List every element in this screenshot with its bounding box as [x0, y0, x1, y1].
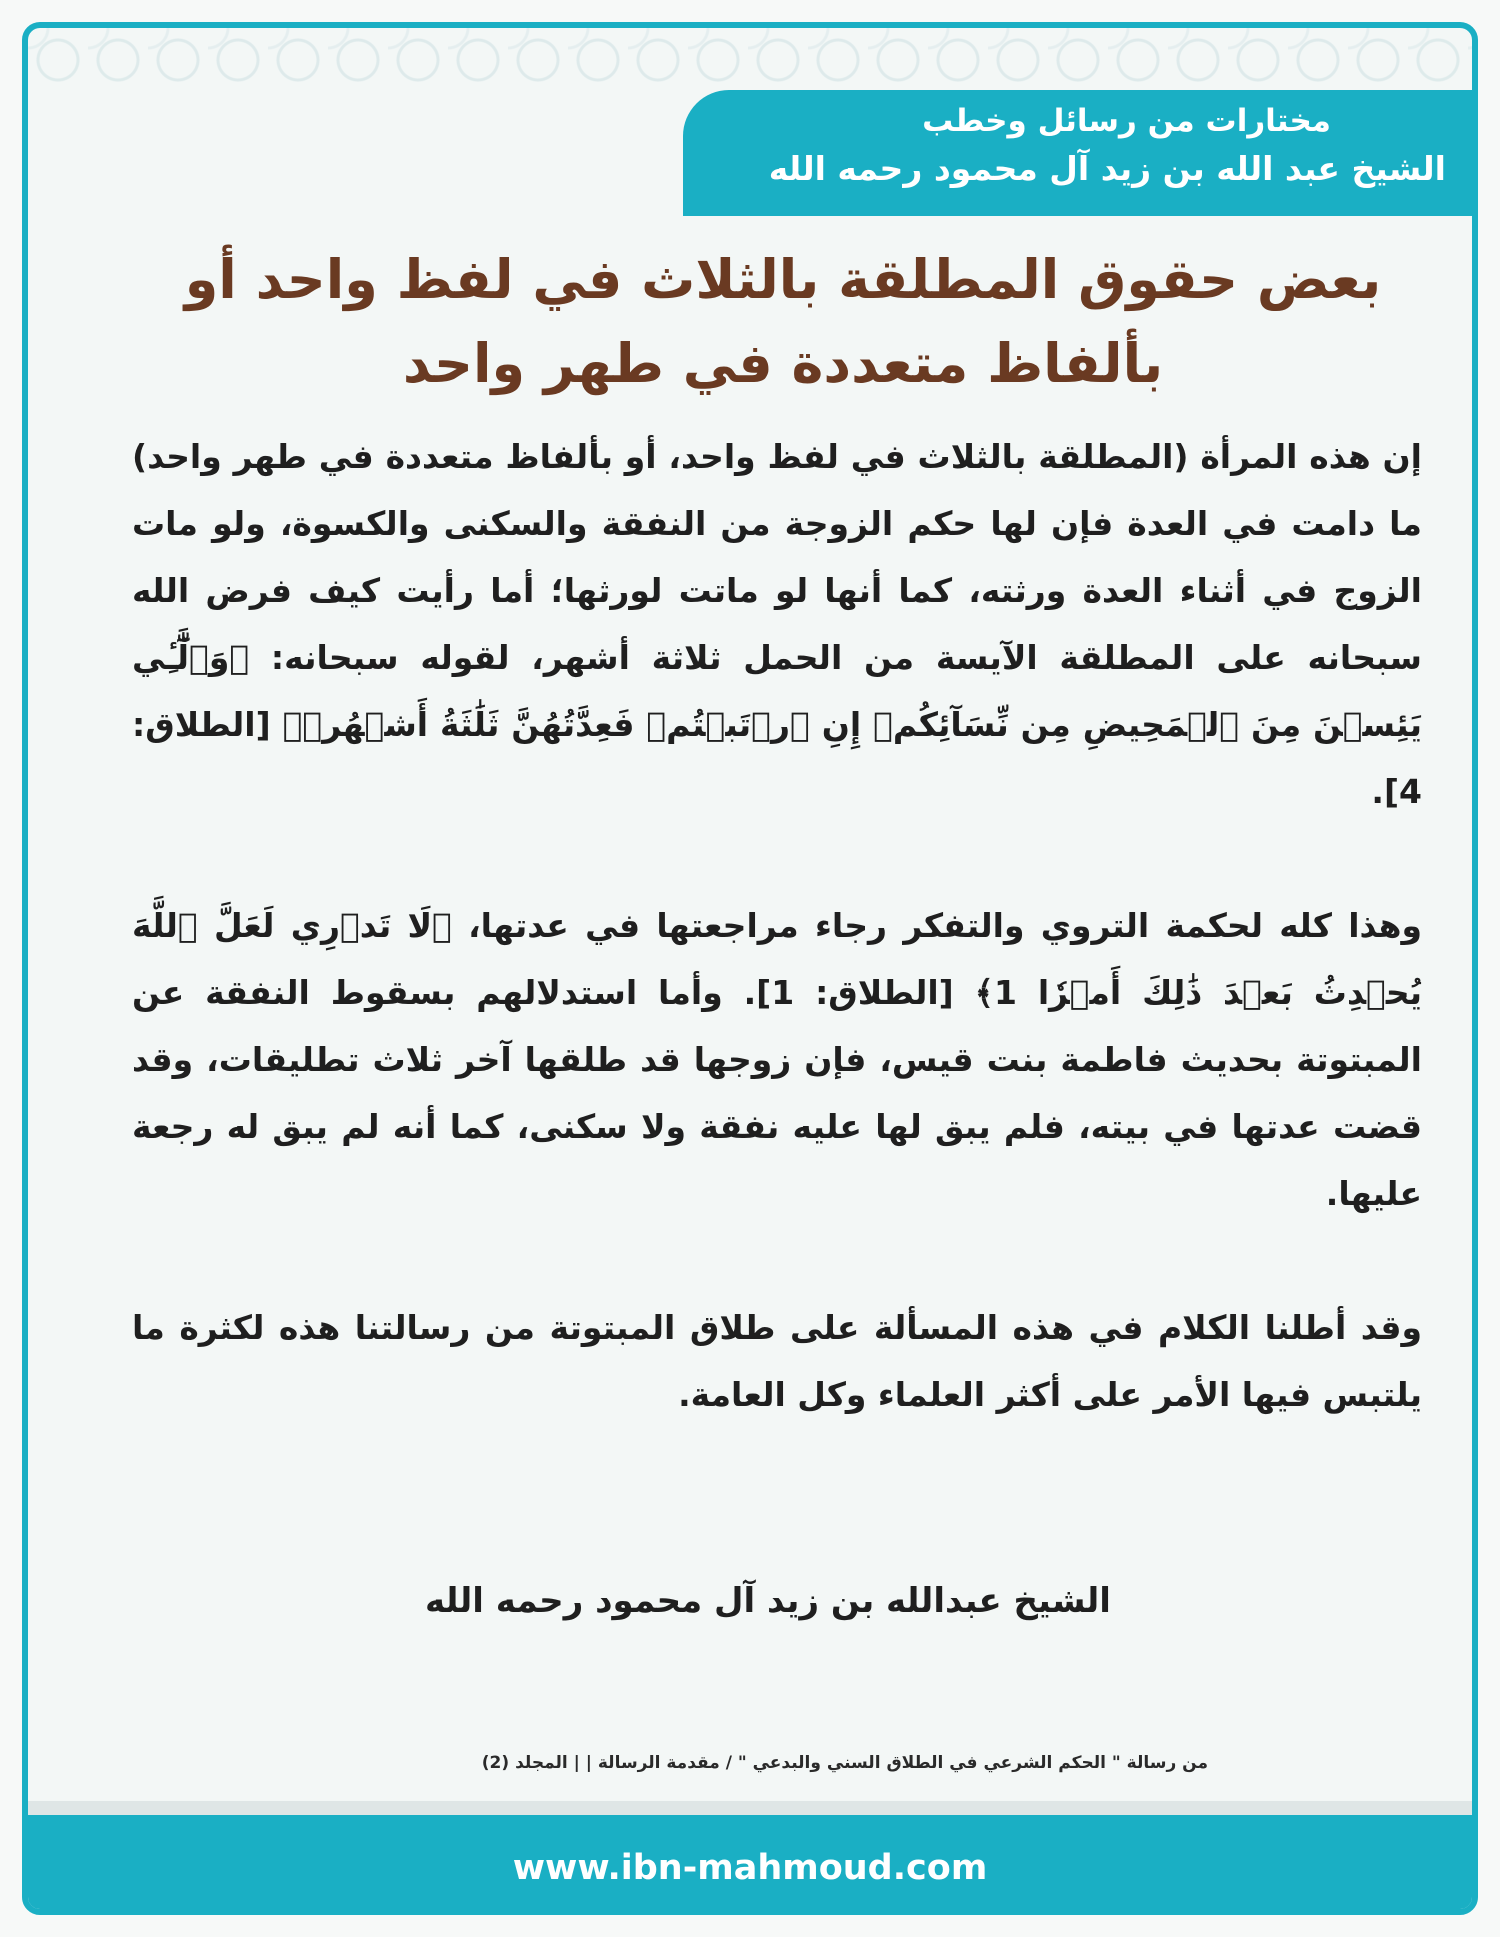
- website-link[interactable]: www.ibn-mahmoud.com: [512, 1848, 988, 1888]
- header-band: [683, 90, 1478, 216]
- paragraph-2: وهذا كله لحكمة التروي والتفكر رجاء مراجعتها في عدتها، ﴿لَا تَدۡرِي لَعَلَّ ٱللَّهَ يُحۡدِثُ بَعۡدَ ذَٰلِكَ أَمۡرٗا 1﴾ [الطلاق: 1]. وأما استدلالهم بسقوط النفقة عن المبتوتة بحديث فاطمة بنت قيس، فإن زوجها قد طلقها آخر ثلاث تطليقات، وقد قضت عدتها في بيته، فلم يبق لها عليه نفقة ولا سكنى، كما أنه لم يبق له رجعة عليها.: [132, 906, 1423, 1213]
- article-body: [132, 423, 1422, 1495]
- paragraph-3: وقد أطلنا الكلام في هذه المسألة على طلاق المبتوتة من رسالتنا هذه لكثرة ما يلتبس فيها الأمر على أكثر العلماء وكل العامة.: [132, 1308, 1422, 1414]
- page-title: [123, 238, 1443, 406]
- title-line-1: بعض حقوق المطلقة بالثلاث في لفظ واحد أو: [184, 248, 1382, 311]
- source-reference: من رسالة " الحكم الشرعي في الطلاق السني والبدعي " / مقدمة الرسالة | | المجلد (2): [481, 1753, 1208, 1773]
- page-frame: [22, 22, 1478, 1915]
- decorative-pattern: [28, 28, 1472, 92]
- title-line-2: بألفاظ متعددة في طهر واحد: [402, 332, 1164, 395]
- signature: الشيخ عبدالله بن زيد آل محمود رحمه الله: [425, 1581, 1111, 1621]
- header-subtitle: مختارات من رسائل وخطب: [922, 103, 1331, 139]
- header-author: الشيخ عبد الله بن زيد آل محمود رحمه الله: [768, 149, 1446, 188]
- paragraph-1: إن هذه المرأة (المطلقة بالثلاث في لفظ واحد، أو بألفاظ متعددة في طهر واحد) ما دامت في العدة فإن لها حكم الزوجة من النفقة والسكنى والكسوة، ولو مات الزوج في أثناء العدة ورثته، كما أنها لو ماتت لورثها؛ أما رأيت كيف فرض الله سبحانه على المطلقة الآيسة من الحمل ثلاثة أشهر، لقوله سبحانه: ﴿وَٱلَّٰٓـِٔي يَئِسۡنَ مِنَ ٱلۡمَحِيضِ مِن نِّسَآئِكُمۡ إِنِ ٱرۡتَبۡتُمۡ فَعِدَّتُهُنَّ ثَلَٰثَةُ أَشۡهُرٖ﴾ [الطلاق: 4].: [132, 437, 1422, 811]
- footer-bar: [28, 1815, 1472, 1915]
